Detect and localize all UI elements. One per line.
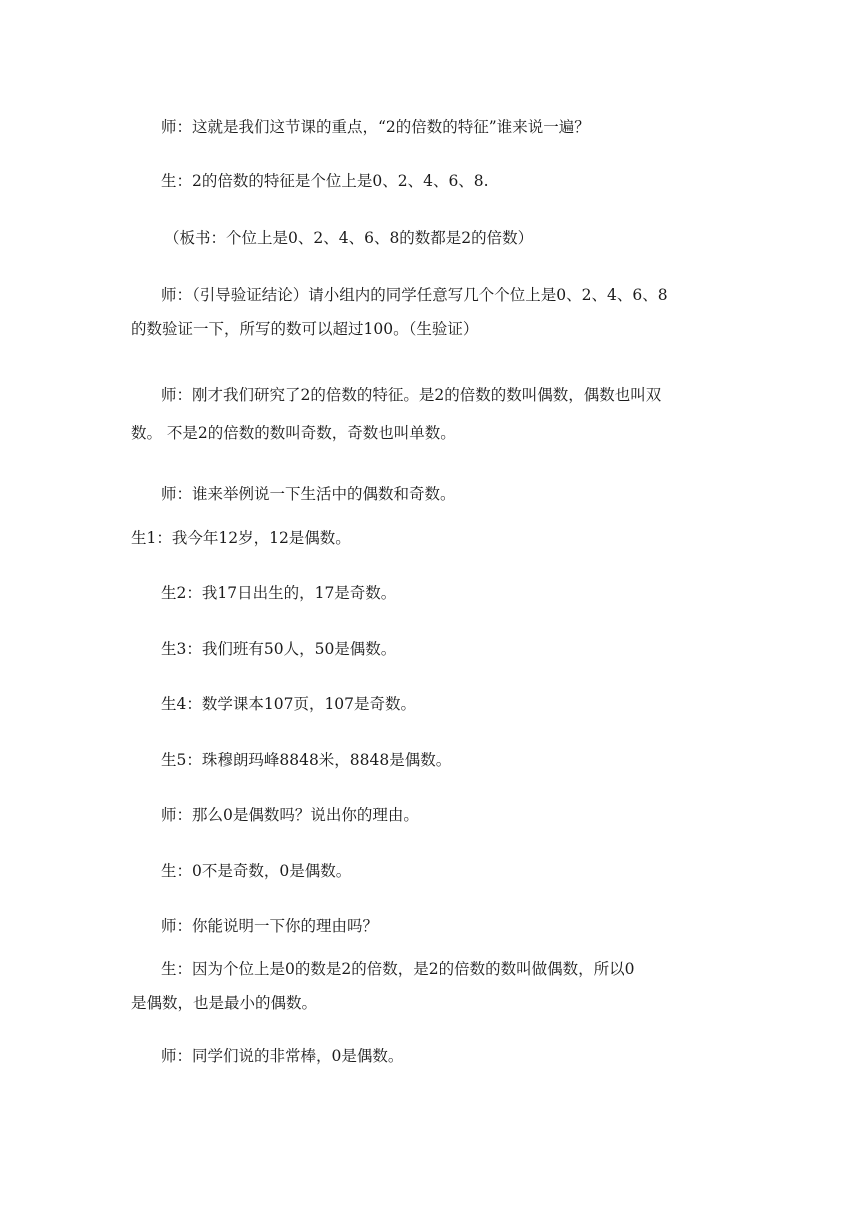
paragraph-4 <box>131 278 731 346</box>
paragraph-line: 师：同学们说的非常棒，0是偶数。 <box>161 1047 404 1065</box>
paragraph-line: 生2：我17日出生的，17是奇数。 <box>161 584 397 602</box>
paragraph-10 <box>131 687 761 721</box>
paragraph-14 <box>131 909 761 943</box>
paragraph-12 <box>131 798 761 832</box>
paragraph-line: 是偶数，也是最小的偶数。 <box>131 994 318 1012</box>
paragraph-2 <box>131 164 761 198</box>
paragraph-1 <box>131 110 761 144</box>
paragraph-line: （板书：个位上是0、2、4、6、8的数都是2的倍数） <box>164 229 534 247</box>
paragraph-7 <box>131 521 731 555</box>
paragraph-line: 生4：数学课本107页，107是奇数。 <box>161 695 417 713</box>
paragraph-line: 生：2的倍数的特征是个位上是0、2、4、6、8. <box>161 172 489 190</box>
paragraph-line: 生5：珠穆朗玛峰8848米，8848是偶数。 <box>161 751 452 769</box>
paragraph-line: 生3：我们班有50人，50是偶数。 <box>161 640 397 658</box>
paragraph-line: 生：0不是奇数，0是偶数。 <box>161 862 352 880</box>
paragraph-13 <box>131 854 761 888</box>
paragraph-9 <box>131 632 761 666</box>
paragraph-5 <box>131 376 731 452</box>
paragraph-3 <box>131 221 764 255</box>
paragraph-line: 生：因为个位上是0的数是2的倍数，是2的倍数的数叫做偶数，所以0 <box>161 960 635 978</box>
paragraph-line: 数。 不是2的倍数的数叫奇数，奇数也叫单数。 <box>131 424 456 442</box>
paragraph-16 <box>131 1039 761 1073</box>
paragraph-line: 师：那么0是偶数吗？说出你的理由。 <box>161 806 419 824</box>
paragraph-15 <box>131 952 731 1020</box>
paragraph-line: 生1：我今年12岁，12是偶数。 <box>131 529 351 547</box>
paragraph-11 <box>131 743 761 777</box>
paragraph-line: 的数验证一下，所写的数可以超过100。（生验证） <box>131 320 479 338</box>
paragraph-line: 师：谁来举例说一下生活中的偶数和奇数。 <box>161 485 456 503</box>
paragraph-line: 师：刚才我们研究了2的倍数的特征。是2的倍数的数叫偶数，偶数也叫双 <box>161 386 662 404</box>
paragraph-line: 师：这就是我们这节课的重点，“2的倍数的特征”谁来说一遍？ <box>161 118 590 136</box>
paragraph-8 <box>131 576 761 610</box>
paragraph-6 <box>131 477 761 511</box>
paragraph-line: 师：（引导验证结论）请小组内的同学任意写几个个位上是0、2、4、6、8 <box>161 286 668 304</box>
paragraph-line: 师：你能说明一下你的理由吗？ <box>161 917 379 935</box>
